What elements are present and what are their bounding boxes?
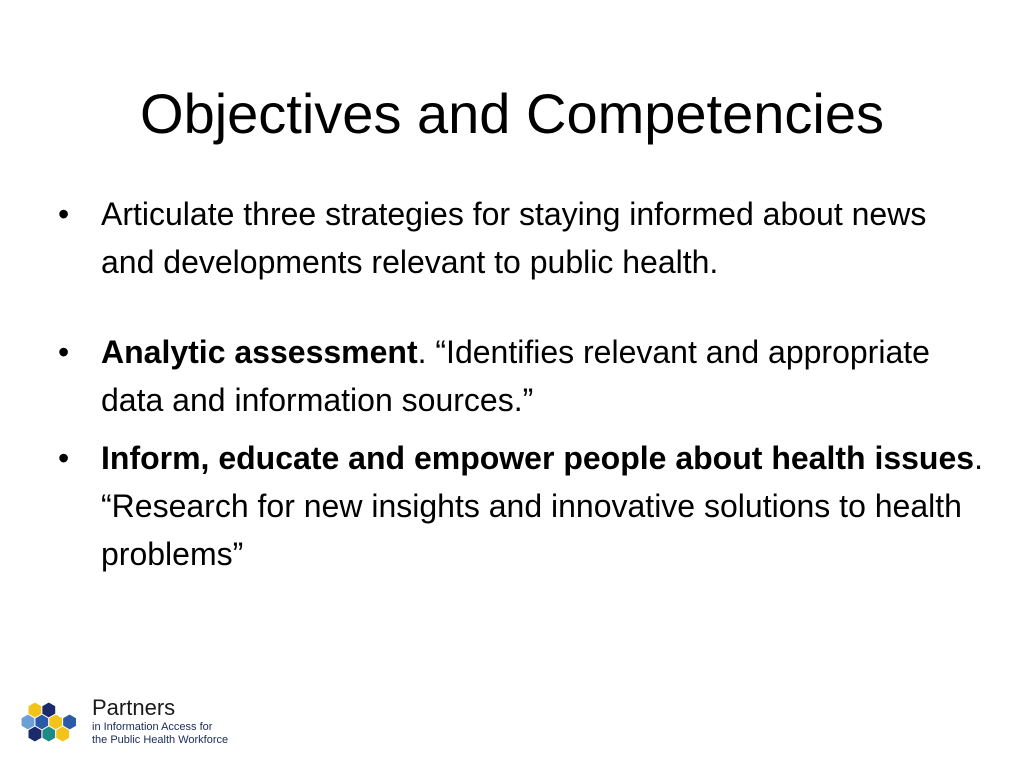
logo-subtitle-line1: in Information Access for	[92, 721, 213, 733]
hexagon-navy-2	[28, 726, 42, 742]
bullet-item-3	[58, 434, 988, 578]
hexagon-yellow	[28, 702, 42, 718]
hexagon-cluster-icon	[18, 698, 90, 746]
bullet-bold-term: Analytic assessment	[101, 334, 418, 370]
hexagon-teal	[42, 726, 56, 742]
bullet-marker: •	[58, 196, 70, 232]
bullet-marker: •	[58, 334, 70, 370]
hexagons	[21, 702, 76, 742]
hexagon-yellow-3	[56, 726, 70, 742]
bullet-text: Articulate three strategies for staying informed about news and developments relevant to public health.	[101, 196, 927, 280]
bullet-text: . “Research for new insights and innovative solutions to health problems”	[101, 440, 983, 572]
slide-title: Objectives and Competencies	[140, 82, 884, 145]
bullet-text: . “Identifies relevant and appropriate data and information sources.”	[101, 334, 930, 418]
bullet-item-1	[58, 190, 988, 286]
bullet-bold-term: Inform, educate and empower people about health issues	[101, 440, 975, 476]
partners-logo	[18, 696, 278, 756]
logo-subtitle-line2: the Public Health Workforce	[92, 734, 229, 746]
logo-name: Partners	[92, 695, 176, 720]
logo-subtitle	[92, 721, 282, 747]
bullet-list	[58, 190, 988, 578]
bullet-item-2	[58, 328, 988, 424]
bullet-marker: •	[58, 440, 70, 476]
